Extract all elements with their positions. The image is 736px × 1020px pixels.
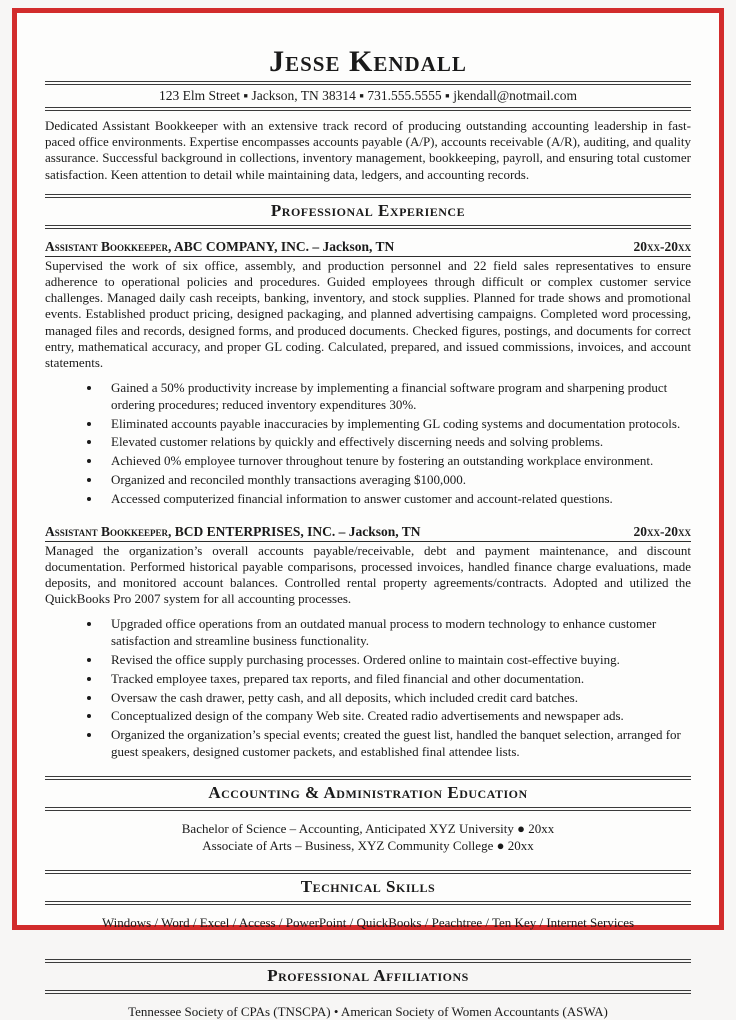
bullet-list [45, 380, 691, 507]
section-title-affiliations: Professional Affiliations [267, 966, 469, 986]
contact-line: 123 Elm Street ▪ Jackson, TN 38314 ▪ 731.555.5555 ▪ jkendall@notmail.com [159, 88, 577, 103]
document-canvas [0, 8, 736, 1020]
divider-rule [45, 990, 691, 994]
divider-rule [45, 807, 691, 811]
section-title-experience: Professional Experience [270, 200, 466, 220]
divider-rule [45, 225, 691, 229]
affiliations-line: Tennessee Society of CPAs (TNSCPA) • American Society of Women Accountants (ASWA) [128, 1004, 608, 1020]
bullet-item: • Accessed computerized financial information to answer customer and account-related questions. [102, 491, 691, 507]
job-dates: 20xx-20xx [633, 238, 691, 254]
bullet-item: • Elevated customer relations by quickly and effectively discerning needs and solving problems. [102, 434, 691, 450]
section-title-education: Accounting & Administration Education [208, 783, 528, 803]
bullet-item: • Upgraded office operations from an outdated manual process to modern technology to enhance customer satisfaction and streamline business functionality. [102, 616, 691, 649]
bullet-item: • Gained a 50% productivity increase by implementing a financial software program and sharpening product ordering procedures; reduced inventory expenditures 30%. [102, 380, 691, 413]
job-summary: Supervised the work of six office, assembly, and production personnel and 22 field sales representatives to ensure adherence to operational policies and procedures. Guided employees through difficult or complex customer service challenges. Managed daily cash receipts, banking, inventory, and stock supplies. Planned for trade shows and promotional events. Established product pricing, designed packaging, and planned advertising campaigns. Completed word processing, managed files and records, designed forms, and produced documents. Checked figures, postings, and documents for correct entry, mathematical accuracy, and proper GL coding. Calculated, prepared, and issued commissions, invoices, and account statements. [45, 257, 691, 371]
job-dates: 20xx-20xx [633, 523, 691, 539]
bullet-item: • Revised the office supply purchasing processes. Ordered online to maintain cost-effective buying. [102, 652, 691, 668]
job-entry [45, 523, 691, 761]
skills-block [45, 914, 691, 931]
education-line: Associate of Arts – Business, XYZ Community College ● 20xx [202, 838, 534, 854]
skills-line: Windows / Word / Excel / Access / PowerPoint / QuickBooks / Peachtree / Ten Key / Internet Services [101, 915, 635, 931]
job-summary: Managed the organization’s overall accounts payable/receivable, debt and payment maintenance, and discount documentation. Performed historical payable comparisons, processed invoices, handled finance charge evaluations, made deposits, and monitored account balances. Controlled rental property agreements/contracts. Adopted and utilized the QuickBooks Pro 2007 system for all accounting processes. [45, 542, 691, 607]
section-title-skills: Technical Skills [300, 877, 436, 897]
summary-paragraph: Dedicated Assistant Bookkeeper with an extensive track record of producing outstanding accounting leadership in fast-paced office environments. Expertise encompasses accounts payable (A/P), accounts receivable (A/R), auditing, and quality assurance. Successful background in collections, inventory management, bookkeeping, payroll, and ensuring total customer satisfaction. Keen attention to detail while maintaining data, ledgers, and accounting records. [45, 118, 691, 182]
bullet-item: • Oversaw the cash drawer, petty cash, and all deposits, which included credit card batches. [102, 690, 691, 706]
job-entry [45, 238, 691, 508]
job-title-group [45, 523, 421, 540]
job-title: Assistant Bookkeeper, BCD ENTERPRISES, INC. [45, 523, 336, 539]
job-header [45, 238, 691, 257]
bullet-item: • Tracked employee taxes, prepared tax reports, and filed financial and other documentation. [102, 671, 691, 687]
bullet-item: • Eliminated accounts payable inaccuracies by implementing GL coding systems and documentation protocols. [102, 416, 691, 432]
bullet-item: • Organized the organization’s special events; created the guest list, handled the banquet selection, arranged for guest speakers, designed customer packets, and established final attendee lists. [102, 727, 691, 760]
bullet-item: • Achieved 0% employee turnover throughout tenure by fostering an outstanding workplace environment. [102, 453, 691, 469]
job-title-group [45, 238, 394, 255]
job-header [45, 523, 691, 542]
bullet-item: • Organized and reconciled monthly transactions averaging $100,000. [102, 472, 691, 488]
job-location: – Jackson, TN [309, 238, 395, 254]
bullet-list [45, 616, 691, 760]
divider-rule [45, 901, 691, 905]
job-title: Assistant Bookkeeper, ABC COMPANY, INC. [45, 238, 309, 254]
education-line: Bachelor of Science – Accounting, Anticipated XYZ University ● 20xx [181, 821, 555, 837]
education-block [45, 820, 691, 854]
person-name: Jesse Kendall [269, 45, 467, 78]
divider-rule [45, 107, 691, 111]
bullet-item: • Conceptualized design of the company Web site. Created radio advertisements and newspaper ads. [102, 708, 691, 724]
resume-page [12, 8, 724, 1020]
job-location: – Jackson, TN [335, 523, 421, 539]
affiliations-block [45, 1003, 691, 1020]
